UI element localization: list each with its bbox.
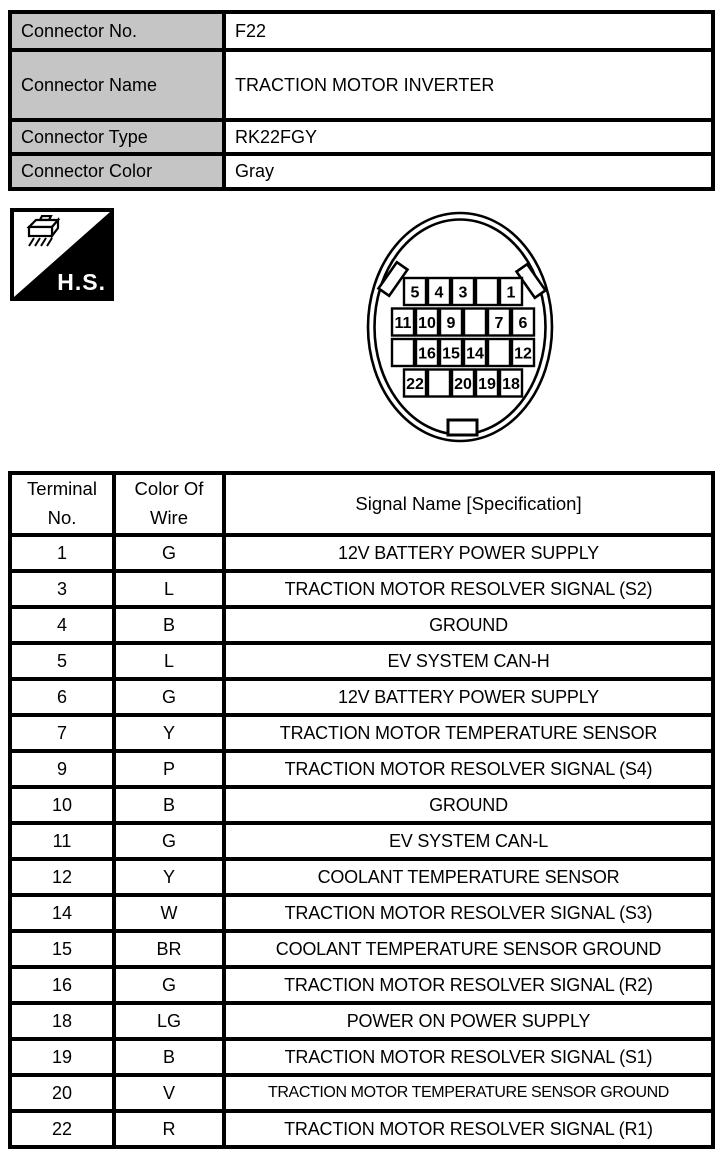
info-label-cell: Connector Type: [10, 120, 224, 154]
signal-name-cell: POWER ON POWER SUPPLY: [224, 1003, 713, 1039]
connector-info-table: [8, 10, 715, 191]
pin-number: 1: [506, 284, 516, 302]
pin-number: 16: [418, 345, 436, 363]
signal-name-cell: GROUND: [224, 607, 713, 643]
terminal-row: [10, 607, 713, 643]
connector-info-table-body: [10, 12, 713, 189]
info-value-cell: RK22FGY: [224, 120, 713, 154]
connector-face-svg: [355, 195, 570, 460]
terminal-no-cell: 7: [10, 715, 114, 751]
wire-color-cell: R: [114, 1111, 224, 1147]
pin-number: 14: [466, 345, 484, 363]
wire-color-cell: G: [114, 823, 224, 859]
info-value-cell: F22: [224, 12, 713, 50]
wire-color-cell: V: [114, 1075, 224, 1111]
signal-name-cell: EV SYSTEM CAN-L: [224, 823, 713, 859]
pin-number: 15: [442, 345, 460, 363]
terminal-row: [10, 679, 713, 715]
terminal-row: [10, 715, 713, 751]
pin-grid: [392, 278, 534, 397]
signal-name-cell: COOLANT TEMPERATURE SENSOR: [224, 859, 713, 895]
terminal-header-cell: Color Of Wire: [114, 473, 224, 535]
terminal-header-cell: Signal Name [Specification]: [224, 473, 713, 535]
terminal-row: [10, 859, 713, 895]
terminal-row: [10, 571, 713, 607]
pin-box: [392, 339, 414, 366]
terminal-no-cell: 18: [10, 1003, 114, 1039]
terminal-row: [10, 1111, 713, 1147]
signal-name-cell: GROUND: [224, 787, 713, 823]
terminal-no-cell: 4: [10, 607, 114, 643]
signal-name-cell: 12V BATTERY POWER SUPPLY: [224, 679, 713, 715]
wire-color-cell: Y: [114, 715, 224, 751]
signal-name-cell: TRACTION MOTOR RESOLVER SIGNAL (R1): [224, 1111, 713, 1147]
signal-name-cell: TRACTION MOTOR RESOLVER SIGNAL (S3): [224, 895, 713, 931]
signal-name-cell: TRACTION MOTOR RESOLVER SIGNAL (R2): [224, 967, 713, 1003]
terminal-no-cell: 20: [10, 1075, 114, 1111]
pin-number: 11: [394, 315, 412, 332]
terminal-table: [8, 471, 715, 1149]
pin-number: 6: [518, 315, 528, 332]
terminal-row: [10, 1003, 713, 1039]
info-label-cell: Connector Color: [10, 154, 224, 189]
wire-color-cell: P: [114, 751, 224, 787]
wire-color-cell: BR: [114, 931, 224, 967]
terminal-no-cell: 11: [10, 823, 114, 859]
signal-name-cell: TRACTION MOTOR RESOLVER SIGNAL (S4): [224, 751, 713, 787]
terminal-no-cell: 12: [10, 859, 114, 895]
wire-color-cell: G: [114, 679, 224, 715]
info-value-cell: Gray: [224, 154, 713, 189]
signal-name-cell: TRACTION MOTOR TEMPERATURE SENSOR GROUND: [224, 1075, 713, 1111]
info-value-cell: TRACTION MOTOR INVERTER: [224, 50, 713, 120]
terminal-no-cell: 1: [10, 535, 114, 571]
pin-box: [428, 370, 450, 397]
terminal-row: [10, 1039, 713, 1075]
pin-number: 19: [478, 376, 496, 393]
terminal-no-cell: 9: [10, 751, 114, 787]
wire-color-cell: B: [114, 607, 224, 643]
terminal-row: [10, 535, 713, 571]
hs-mark: [10, 208, 114, 301]
hs-mark-label: H.S.: [57, 269, 106, 295]
wire-color-cell: B: [114, 787, 224, 823]
terminal-no-cell: 3: [10, 571, 114, 607]
pin-number: 20: [454, 376, 472, 393]
terminal-row: [10, 787, 713, 823]
pin-number: 4: [434, 284, 444, 302]
signal-name-cell: 12V BATTERY POWER SUPPLY: [224, 535, 713, 571]
terminal-no-cell: 19: [10, 1039, 114, 1075]
pin-number: 5: [410, 284, 420, 302]
signal-name-cell: TRACTION MOTOR RESOLVER SIGNAL (S1): [224, 1039, 713, 1075]
terminal-row: [10, 931, 713, 967]
terminal-no-cell: 16: [10, 967, 114, 1003]
info-label-cell: Connector No.: [10, 12, 224, 50]
signal-name-cell: TRACTION MOTOR TEMPERATURE SENSOR: [224, 715, 713, 751]
pin-number: 3: [458, 284, 468, 302]
terminal-table-body: [10, 535, 713, 1147]
pin-number: 18: [502, 376, 520, 393]
pin-box: [464, 309, 486, 336]
info-row: [10, 120, 713, 154]
terminal-row: [10, 823, 713, 859]
terminal-row: [10, 1075, 713, 1111]
signal-name-cell: EV SYSTEM CAN-H: [224, 643, 713, 679]
pin-number: 7: [494, 315, 504, 332]
wire-color-cell: G: [114, 967, 224, 1003]
connector-face-diagram: [355, 195, 570, 460]
info-label-cell: Connector Name: [10, 50, 224, 120]
terminal-table-header-row: [10, 473, 713, 535]
wire-color-cell: LG: [114, 1003, 224, 1039]
pin-number: 9: [446, 315, 456, 332]
terminal-row: [10, 895, 713, 931]
terminal-no-cell: 14: [10, 895, 114, 931]
pin-number: 12: [514, 345, 532, 363]
terminal-no-cell: 6: [10, 679, 114, 715]
connector-icon: [17, 215, 63, 251]
info-row: [10, 12, 713, 50]
wire-color-cell: G: [114, 535, 224, 571]
wire-color-cell: Y: [114, 859, 224, 895]
connector-bottom-tab: [448, 420, 477, 435]
wire-color-cell: B: [114, 1039, 224, 1075]
pin-number: 22: [406, 376, 424, 393]
terminal-no-cell: 15: [10, 931, 114, 967]
pin-box: [488, 339, 510, 366]
pin-number: 10: [418, 315, 436, 332]
terminal-row: [10, 751, 713, 787]
terminal-row: [10, 643, 713, 679]
terminal-row: [10, 967, 713, 1003]
pin-box: [476, 278, 498, 305]
wire-color-cell: W: [114, 895, 224, 931]
terminal-no-cell: 22: [10, 1111, 114, 1147]
terminal-no-cell: 5: [10, 643, 114, 679]
wire-color-cell: L: [114, 571, 224, 607]
terminal-header-cell: Terminal No.: [10, 473, 114, 535]
info-row: [10, 154, 713, 189]
info-row: [10, 50, 713, 120]
wire-color-cell: L: [114, 643, 224, 679]
signal-name-cell: TRACTION MOTOR RESOLVER SIGNAL (S2): [224, 571, 713, 607]
signal-name-cell: COOLANT TEMPERATURE SENSOR GROUND: [224, 931, 713, 967]
terminal-no-cell: 10: [10, 787, 114, 823]
